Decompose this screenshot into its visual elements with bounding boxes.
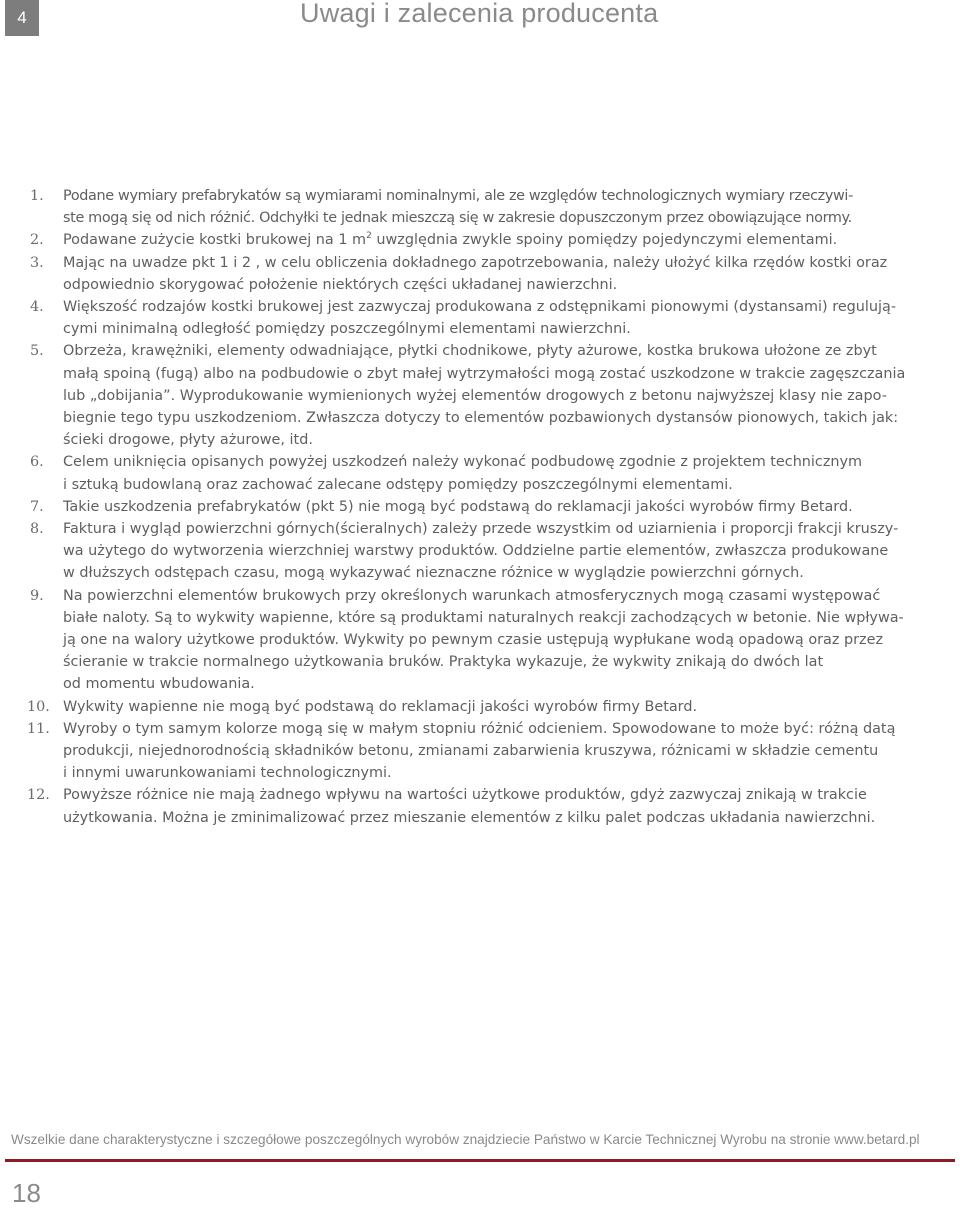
item-text [63, 496, 942, 518]
list-item [0, 252, 960, 296]
item-number: 9. [30, 587, 44, 604]
page-title: Uwagi i zalecenia producenta [300, 0, 659, 28]
item-text [63, 585, 942, 696]
superscript: 2 [366, 230, 372, 241]
item-line: Większość rodzajów kostki brukowej jest zazwyczaj produkowana z odstępnikami pionowymi (dystansami) regulują- [63, 299, 897, 316]
item-line: i innymi uwarunkowaniami technologicznymi. [63, 765, 392, 782]
item-line: odpowiednio skorygować położenie niektórych części układanej nawierzchni. [63, 276, 618, 293]
item-line: cymi minimalną odległość pomiędzy poszczególnymi elementami nawierzchni. [63, 321, 631, 338]
footer-divider [5, 1159, 955, 1162]
item-line: Faktura i wygląd powierzchni górnych(ścieralnych) zależy przede wszystkim od uziarnienia i proporcji frakcji kruszy- [63, 521, 899, 538]
item-text [63, 296, 942, 340]
item-line-part: uwzględnia zwykle spoiny pomiędzy pojedynczymi elementami. [371, 232, 838, 249]
item-line: od momentu wbudowania. [63, 676, 255, 693]
item-text [63, 340, 942, 451]
list-item [0, 718, 960, 785]
item-line [63, 229, 942, 251]
item-line-part: Podawane zużycie kostki brukowej na 1 m [63, 232, 367, 249]
item-text [63, 252, 942, 296]
item-line: lub „dobijania”. Wyprodukowanie wymienionych wyżej elementów drogowych z betonu najwyższej klasy nie zapo- [63, 387, 887, 404]
footer-note: Wszelkie dane charakterystyczne i szczegółowe poszczególnych wyrobów znajdziecie Państwo w Karcie Technicznej Wyrobu na stronie www.betard.pl [11, 1132, 920, 1147]
item-line: Celem uniknięcia opisanych powyżej uszkodzeń należy wykonać podbudowę zgodnie z projektem technicznym [63, 454, 863, 471]
item-number: 10. [27, 698, 50, 715]
item-number: 4. [30, 299, 44, 316]
item-line: ste mogą się od nich różnić. Odchyłki te jednak mieszczą się w zakresie dopuszczonym przez obowiązujące normy. [63, 210, 852, 227]
item-text [63, 229, 942, 251]
list-item [0, 518, 960, 585]
list-item [0, 696, 960, 718]
item-number: 5. [30, 343, 44, 360]
item-line: Wyroby o tym samym kolorze mogą się w małym stopniu różnić odcieniem. Spowodowane to może być: różną datą [63, 720, 896, 737]
item-number: 11. [27, 720, 50, 737]
item-number: 1. [30, 188, 44, 204]
item-line: Obrzeża, krawężniki, elementy odwadniające, płytki chodnikowe, płyty ażurowe, kostka brukowa ułożone ze zbyt [63, 343, 877, 360]
item-line: Na powierzchni elementów brukowych przy określonych warunkach atmosferycznych mogą czasami występować [63, 587, 881, 604]
list-item [0, 340, 960, 451]
recommendations-list [0, 185, 960, 829]
item-number: 2. [30, 232, 44, 249]
item-line: białe naloty. Są to wykwity wapienne, które są produktami naturalnych reakcji zachodzących w betonie. Nie wpływa- [63, 609, 904, 626]
item-line: Podane wymiary prefabrykatów są wymiarami nominalnymi, ale ze względów technologicznych wymiary rzeczywi- [63, 188, 853, 204]
item-line: w dłuższych odstępach czasu, mogą wykazywać nieznaczne różnice w wyglądzie powierzchni górnych. [63, 565, 804, 582]
list-item [0, 784, 960, 828]
item-line: produkcji, niejednorodnością składników betonu, zmianami zabarwienia kruszywa, różnicami w składzie cementu [63, 743, 879, 760]
item-line: biegnie tego typu uszkodzeniom. Zwłaszcza dotyczy to elementów pozbawionych dystansów pionowych, takich jak: [63, 410, 899, 427]
item-text [63, 518, 942, 585]
section-number-badge: 4 [5, 0, 39, 36]
item-text [63, 718, 942, 785]
list-item [0, 185, 960, 229]
item-text [63, 185, 942, 229]
item-number: 6. [30, 454, 44, 471]
page-number: 18 [12, 1178, 41, 1208]
list-item [0, 451, 960, 495]
item-line: małą spoiną (fugą) albo na podbudowie o zbyt małej wytrzymałości mogą zostać uszkodzone w trakcie zagęszczania [63, 365, 906, 382]
item-line: ją one na walory użytkowe produktów. Wykwity po pewnym czasie ustępują wypłukane wodą opadową oraz przez [63, 632, 883, 649]
item-line: i sztuką budowlaną oraz zachować zalecane odstępy pomiędzy poszczególnymi elementami. [63, 476, 733, 493]
item-number: 3. [30, 254, 44, 271]
item-number: 8. [30, 521, 44, 538]
list-item [0, 229, 960, 251]
list-item [0, 585, 960, 696]
list-item [0, 496, 960, 518]
item-line: ścieranie w trakcie normalnego użytkowania bruków. Praktyka wykazuje, że wykwity znikają do dwóch lat [63, 654, 824, 671]
item-line: Powyższe różnice nie mają żadnego wpływu na wartości użytkowe produktów, gdyż zazwyczaj znikają w trakcie [63, 787, 867, 804]
item-line: użytkowania. Można je zminimalizować przez mieszanie elementów z kilku palet podczas układania nawierzchni. [63, 809, 876, 826]
item-text [63, 784, 942, 828]
item-text [63, 451, 942, 495]
item-text [63, 696, 942, 718]
item-line: Wykwity wapienne nie mogą być podstawą do reklamacji jakości wyrobów firmy Betard. [63, 698, 698, 715]
item-line: Mając na uwadze pkt 1 i 2 , w celu obliczenia dokładnego zapotrzebowania, należy ułożyć kilka rzędów kostki oraz [63, 254, 888, 271]
item-number: 7. [30, 498, 44, 515]
item-line: wa użytego do wytworzenia wierzchniej warstwy produktów. Oddzielne partie elementów, zwłaszcza produkowane [63, 543, 889, 560]
item-number: 12. [27, 787, 50, 804]
item-line: ścieki drogowe, płyty ażurowe, itd. [63, 432, 313, 449]
item-line: Takie uszkodzenia prefabrykatów (pkt 5) nie mogą być podstawą do reklamacji jakości wyrobów firmy Betard. [63, 498, 853, 515]
list-item [0, 296, 960, 340]
